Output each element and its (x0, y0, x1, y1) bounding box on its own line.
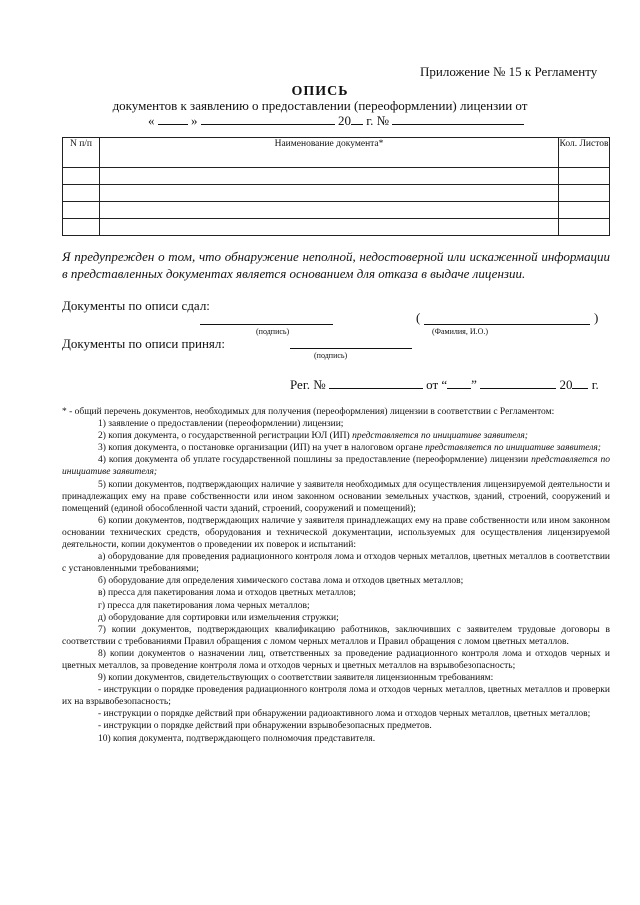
note-item-1: 1) заявление о предоставлении (переоформлении) лицензии; (98, 419, 344, 430)
cell-number[interactable] (63, 202, 100, 219)
number-label: г. № (366, 113, 390, 128)
receiver-signature-line[interactable] (290, 348, 412, 349)
cell-name[interactable] (100, 185, 559, 202)
reg-year-suffix: г. (591, 377, 599, 392)
note-item-4 (62, 454, 610, 478)
reg-label: Рег. № (290, 377, 326, 392)
note-item-3 (62, 442, 610, 454)
note-item-5: 5) копии документов, подтверждающих наличие у заявителя необходимых для осуществления лицензируемой деятельности и принадлежащих ему на праве собственности или ином законном основании земельных участков, зданий, строений, сооружений и помещений (единой обособленной части зданий, строений, сооружений и помещений); (62, 479, 610, 514)
cell-number[interactable] (63, 219, 100, 236)
note-item-6c: в) пресса для пакетирования лома и отходов цветных металлов; (98, 588, 356, 599)
note-item-3-text: 3) копия документа, о постановке организации (ИП) на учет в налоговом органе (98, 443, 426, 454)
cell-number[interactable] (63, 185, 100, 202)
reg-day-blank[interactable] (447, 376, 471, 389)
open-paren: ( (416, 310, 421, 325)
table-row[interactable] (63, 168, 610, 185)
note-item-6b: б) оборудование для определения химического состава лома и отходов цветных металлов; (98, 576, 464, 587)
note-item-6e: д) оборудование для сортировки или измельчения стружки; (98, 612, 339, 623)
day-blank[interactable] (158, 112, 188, 125)
cell-number[interactable] (63, 168, 100, 185)
month-blank[interactable] (201, 112, 335, 125)
cell-count[interactable] (559, 219, 610, 236)
note-item-2-remark: представляется по инициативе заявителя; (352, 431, 528, 442)
reg-year-blank[interactable] (572, 376, 588, 389)
col-name-header: Наименование документа* (100, 138, 559, 168)
reg-from-label: от (426, 377, 439, 392)
document-subtitle: документов к заявлению о предоставлении (переоформлении) лицензии от (112, 98, 528, 113)
reg-number-blank[interactable] (329, 376, 423, 389)
note-item-9: 9) копии документов, свидетельствующих о соответствии заявителя лицензионным требованиям: (98, 673, 494, 684)
table-row[interactable] (63, 202, 610, 219)
date-line (148, 112, 524, 129)
reg-quote-close: ” (471, 377, 477, 392)
submitter-name-line[interactable] (424, 324, 590, 325)
table-header-row (63, 138, 610, 168)
registration-line (290, 376, 599, 393)
note-item-6: 6) копии документов, подтверждающих наличие у заявителя принадлежащих ему на праве собственности или ином законном основании технических средств, оборудования и технической документации, используемых для осуществления лицензируемой деятельности, копии документов о проведении их поверок и испытаний: (62, 515, 610, 551)
signature-caption: (подпись) (314, 351, 348, 360)
document-list-notes (62, 406, 610, 745)
note-item-2-text: 2) копия документа, о государственной регистрации ЮЛ (ИП) (98, 431, 353, 442)
cell-name[interactable] (100, 219, 559, 236)
date-quote-close: » (191, 113, 198, 128)
name-caption: (Фамилия, И.О.) (432, 327, 489, 336)
note-item-2 (62, 430, 610, 442)
date-quote-open: « (148, 113, 155, 128)
note-item-9b: - инструкции о порядке действий при обнаружении радиоактивного лома и отходов черных металлов, цветных металлов; (98, 709, 591, 720)
cell-count[interactable] (559, 202, 610, 219)
document-title: ОПИСЬ (291, 84, 349, 99)
note-item-4-text: 4) копия документа об уплате государственной пошлины за предоставление (переоформление) лицензии (98, 455, 532, 466)
received-label: Документы по описи принял: (62, 336, 225, 351)
submitted-label: Документы по описи сдал: (62, 298, 210, 313)
cell-count[interactable] (559, 185, 610, 202)
reg-month-blank[interactable] (480, 376, 556, 389)
note-item-6d: г) пресса для пакетирования лома черных металлов; (98, 600, 310, 611)
table-row[interactable] (63, 219, 610, 236)
note-item-10: 10) копия документа, подтверждающего полномочия представителя. (98, 733, 376, 744)
note-item-9a: - инструкции о порядке проведения радиационного контроля лома и отходов черных металлов, цветных металлов и проверки их на взрывобезопасность; (62, 685, 610, 708)
cell-name[interactable] (100, 202, 559, 219)
col-count-header: Кол. Листов (559, 138, 610, 168)
year-blank[interactable] (351, 112, 363, 125)
note-item-8: 8) копии документов о назначении лиц, ответственных за проведение радиационного контроля лома и отходов черных и цветных металлов, за проведение контроля лома и отходов черных и цветных металлов на взрывобезопасность; (62, 648, 610, 671)
notes-intro: * - общий перечень документов, необходимых для получения (переоформления) лицензии в соответствии с Регламентом: (62, 407, 555, 417)
warning-statement: Я предупрежден о том, что обнаружение неполной, недостоверной или искаженной информации в представленных документах является основанием для отказа в выдаче лицензии. (62, 249, 610, 281)
close-paren: ) (594, 310, 599, 325)
cell-count[interactable] (559, 168, 610, 185)
table-row[interactable] (63, 185, 610, 202)
note-item-9c: - инструкции о порядке действий при обнаружении взрывобезопасных предметов. (98, 721, 432, 732)
cell-name[interactable] (100, 168, 559, 185)
submitter-signature-line[interactable] (200, 324, 333, 325)
reg-quote-open: “ (441, 377, 448, 392)
col-number-header: N п/п (63, 138, 100, 168)
note-item-3-remark: представляется по инициативе заявителя; (425, 443, 601, 454)
documents-table (62, 137, 610, 236)
reg-year-prefix: 20 (559, 377, 573, 392)
note-item-6a: а) оборудование для проведения радиационного контроля лома и отходов черных металлов, цветных металлов в соответствии с установленными требованиями; (62, 552, 610, 575)
application-number-blank[interactable] (392, 112, 524, 125)
signature-caption: (подпись) (256, 327, 290, 336)
note-item-4-remark: представляется по инициативе заявителя; (62, 455, 610, 478)
year-prefix: 20 (338, 113, 351, 128)
appendix-label: Приложение № 15 к Регламенту (420, 64, 598, 79)
note-item-7: 7) копии документов, подтверждающих квалификацию работников, заключивших с заявителем трудовые договоры в соответствии с требованиями Правил обращения с ломом черных металлов и Правил обращения с ломом цветных металлов. (62, 624, 610, 647)
